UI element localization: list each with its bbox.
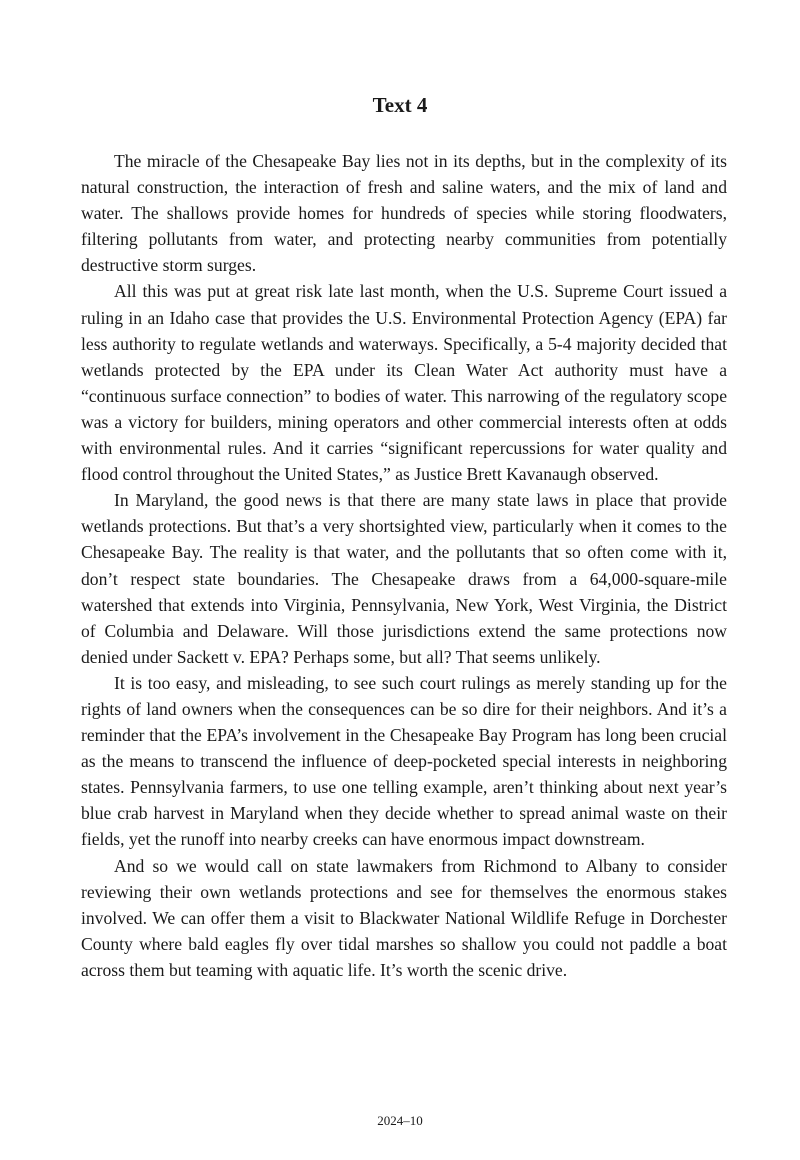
paragraph-3: In Maryland, the good news is that there are many state laws in place that provide wetlands protections. But that’s a very shortsighted view, particularly when it comes to the Chesapeake Bay. The reality is that water, and the pollutants that so often come with it, don’t respect state boundaries. The Chesapeake draws from a 64,000-square-mile watershed that extends into Virginia, Pennsylvania, New York, West Virginia, the District of Columbia and Delaware. Will those jurisdictions extend the same protections now denied under Sackett v. EPA? Perhaps some, but all? That seems unlikely. (81, 490, 727, 667)
document-title: Text 4 (372, 93, 428, 117)
page-number: 2024–10 (377, 1113, 423, 1128)
article-body (81, 148, 727, 983)
paragraph-2: All this was put at great risk late last month, when the U.S. Supreme Court issued a ruling in an Idaho case that provides the U.S. Environmental Protection Agency (EPA) far less authority to regulate wetlands and waterways. Specifically, a 5-4 majority decided that wetlands protected by the EPA under its Clean Water Act authority must have a “continuous surface connection” to bodies of water. This narrowing of the regulatory scope was a victory for builders, mining operators and other commercial interests often at odds with environmental rules. And it carries “significant repercussions for water quality and flood control throughout the United States,” as Justice Brett Kavanaugh observed. (81, 281, 727, 485)
paragraph-1: The miracle of the Chesapeake Bay lies not in its depths, but in the complexity of its natural construction, the interaction of fresh and saline waters, and the mix of land and water. The shallows provide homes for hundreds of species while storing floodwaters, filtering pollutants from water, and protecting nearby communities from potentially destructive storm surges. (81, 151, 727, 276)
paragraph-5: And so we would call on state lawmakers from Richmond to Albany to consider reviewing their own wetlands protections and see for themselves the enormous stakes involved. We can offer them a visit to Blackwater National Wildlife Refuge in Dorchester County where bald eagles fly over tidal marshes so shallow you could not paddle a boat across them but teaming with aquatic life. It’s worth the scenic drive. (81, 855, 727, 980)
paragraph-4: It is too easy, and misleading, to see such court rulings as merely standing up for the rights of land owners when the consequences can be so dire for their neighbors. And it’s a reminder that the EPA’s involvement in the Chesapeake Bay Program has long been crucial as the means to transcend the influence of deep-pocketed special interests in neighboring states. Pennsylvania farmers, to use one telling example, aren’t thinking about next year’s blue crab harvest in Maryland when they decide whether to spread animal waste on their fields, yet the runoff into nearby creeks can have enormous impact downstream. (81, 672, 727, 850)
